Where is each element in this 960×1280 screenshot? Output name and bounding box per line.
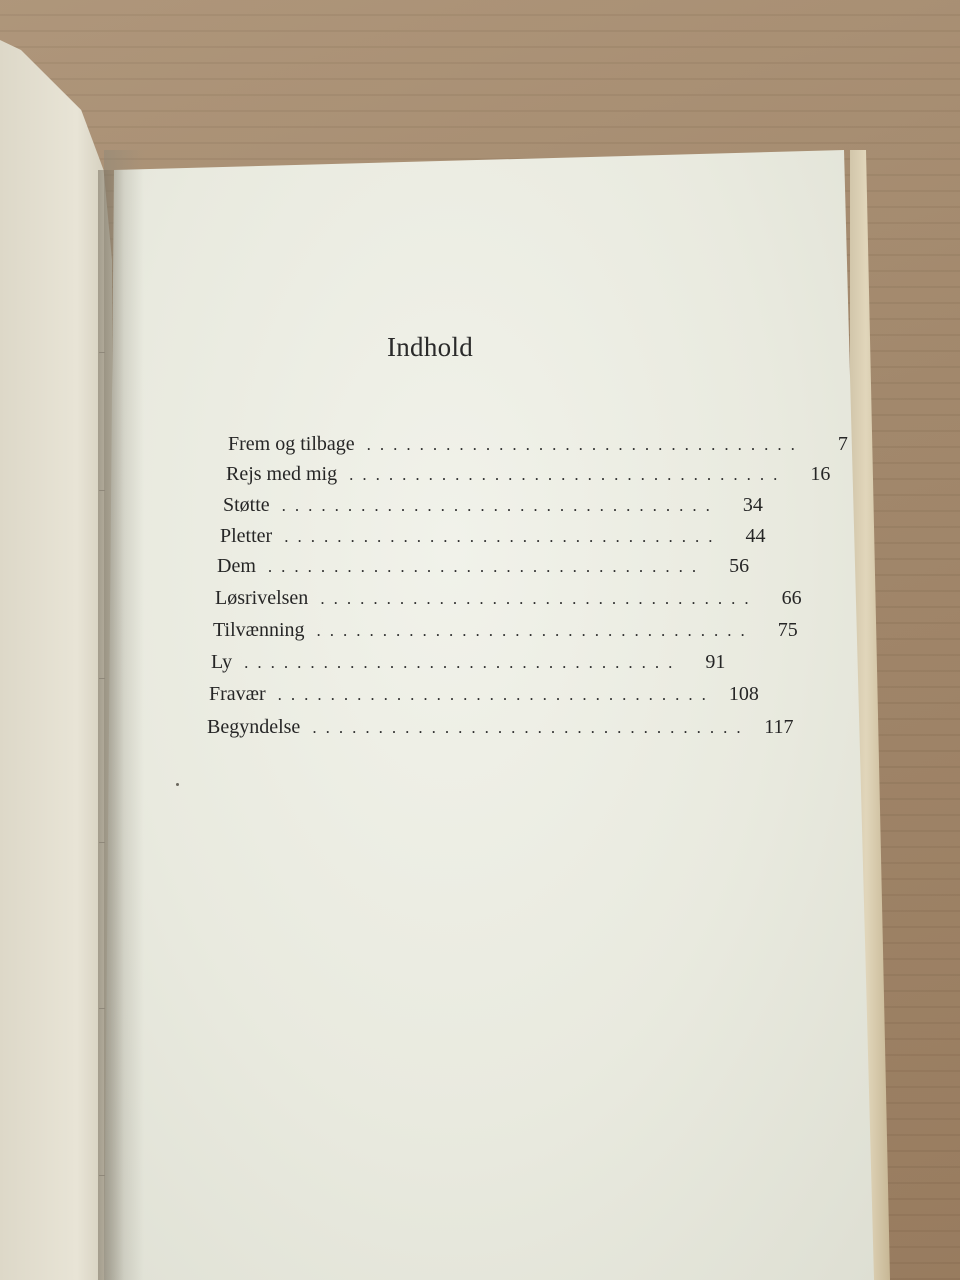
toc-entry-title: Støtte (223, 494, 270, 516)
toc-entry-page: 75 (777, 619, 798, 641)
toc-entry-title: Pletter (220, 525, 273, 547)
toc-entry-title: Rejs med mig (226, 463, 338, 485)
toc-entry-title: Fravær (209, 683, 266, 705)
toc-entry-page: 44 (745, 525, 766, 547)
toc-entry (211, 651, 726, 674)
toc-entry (228, 433, 848, 456)
toc-title: Indhold (386, 332, 474, 362)
dot-leader: ................................. (349, 465, 787, 484)
dot-leader: ................................. (284, 527, 722, 546)
dot-leader: ................................. (244, 653, 682, 672)
toc-entry (223, 494, 763, 517)
toc-entry-title: Ly (211, 651, 233, 673)
dot-leader: ................................. (281, 496, 719, 515)
toc-entry (220, 525, 766, 548)
toc-entry-title: Begyndelse (207, 716, 301, 738)
toc-entry-page: 108 (728, 683, 759, 705)
toc-entry-page: 34 (742, 494, 763, 516)
toc-entry (217, 555, 750, 578)
toc-entry-title: Tilvænning (213, 619, 305, 641)
toc-entry-title: Dem (217, 555, 256, 577)
dot-leader: ................................. (312, 718, 750, 737)
toc-entry-page: 66 (781, 587, 802, 609)
toc-entry (226, 463, 831, 486)
dot-leader: ................................. (320, 589, 758, 608)
toc-entry-title: Frem og tilbage (228, 433, 355, 455)
toc-entry-title: Løsrivelsen (215, 587, 309, 609)
toc-entry (215, 587, 802, 610)
toc-entry-page: 7 (837, 433, 848, 455)
toc-entry-page: 56 (729, 555, 750, 577)
dot-leader: ................................. (366, 435, 804, 454)
toc-entry-page: 16 (810, 463, 831, 485)
dot-leader: ................................. (267, 557, 706, 576)
toc-entry (213, 619, 798, 642)
toc-entry-page: 91 (705, 651, 726, 673)
dot-leader: ................................. (316, 621, 754, 640)
toc-entry (207, 716, 794, 739)
toc-entry (209, 683, 759, 706)
toc-entry-page: 117 (764, 716, 794, 738)
dot-leader: ................................. (277, 685, 715, 704)
